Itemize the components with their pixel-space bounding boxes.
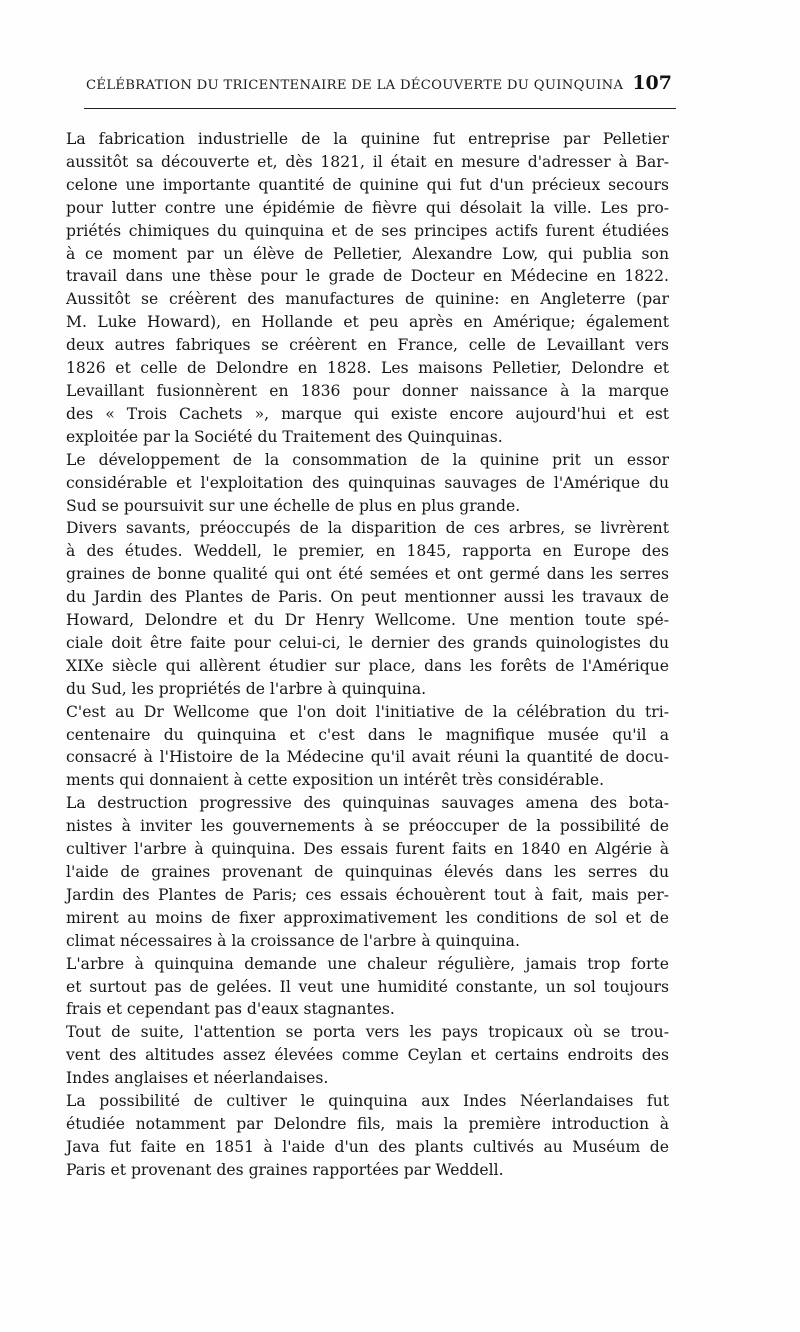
page-number: 107 bbox=[632, 72, 672, 94]
paragraph bbox=[49, 1021, 669, 1090]
text-line: L'arbre à quinquina demande une chaleur régulière, jamais trop forte bbox=[66, 954, 669, 973]
text-line: Jardin des Plantes de Paris; ces essais échouèrent tout à fait, mais per- bbox=[66, 885, 669, 904]
text-line: et surtout pas de gelées. Il veut une humidité constante, un sol toujours bbox=[66, 977, 669, 996]
text-line: M. Luke Howard), en Hollande et peu après en Amérique; également bbox=[66, 313, 669, 332]
text-line: cultiver l'arbre à quinquina. Des essais furent faits en 1840 en Algérie à bbox=[66, 840, 669, 859]
text-line: du Jardin des Plantes de Paris. On peut mentionner aussi les travaux de bbox=[66, 588, 669, 607]
text-line: considérable et l'exploitation des quinquinas sauvages de l'Amérique du bbox=[66, 473, 669, 492]
paragraph bbox=[49, 517, 669, 700]
text-line: du Sud, les propriétés de l'arbre à quinquina. bbox=[66, 679, 427, 698]
text-line: Java fut faite en 1851 à l'aide d'un des plants cultivés au Muséum de bbox=[66, 1137, 669, 1156]
text-line: climat nécessaires à la croissance de l'arbre à quinquina. bbox=[66, 931, 520, 950]
text-line: nistes à inviter les gouvernements à se préoccuper de la possibilité de bbox=[66, 817, 669, 836]
text-line: pour lutter contre une épidémie de fièvre qui désolait la ville. Les pro- bbox=[66, 198, 669, 217]
text-line: C'est au Dr Wellcome que l'on doit l'initiative de la célébration du tri- bbox=[66, 702, 669, 721]
running-title: CÉLÉBRATION DU TRICENTENAIRE DE LA DÉCOUVERTE DU QUINQUINA bbox=[86, 78, 624, 93]
paragraph bbox=[49, 953, 669, 1022]
text-line: priétés chimiques du quinquina et de ses principes actifs furent étudiées bbox=[66, 221, 669, 240]
paragraph bbox=[49, 792, 669, 952]
text-line: l'aide de graines provenant de quinquinas élevés dans les serres du bbox=[66, 863, 669, 881]
text-line: 1826 et celle de Delondre en 1828. Les maisons Pelletier, Delondre et bbox=[66, 359, 669, 378]
text-line: exploitée par la Société du Traitement des Quinquinas. bbox=[66, 427, 503, 446]
text-line: ments qui donnaient à cette exposition un intérêt très considérable. bbox=[66, 771, 605, 790]
text-line: Aussitôt se créèrent des manufactures de quinine: en Angleterre (par bbox=[66, 290, 669, 309]
running-head bbox=[86, 72, 672, 98]
text-line: La fabrication industrielle de la quinine fut entreprise par Pelletier bbox=[66, 130, 669, 148]
body-text bbox=[49, 128, 669, 1182]
text-line: Sud se poursuivit sur une échelle de plus en plus grande. bbox=[66, 496, 521, 515]
paragraph bbox=[49, 1090, 669, 1182]
text-line: ciale doit être faite pour celui-ci, le dernier des grands quinologistes du bbox=[66, 633, 669, 652]
text-line: mirent au moins de fixer approximativement les conditions de sol et de bbox=[66, 908, 669, 927]
paragraph bbox=[49, 128, 669, 449]
text-line: à des études. Weddell, le premier, en 1845, rapporta en Europe des bbox=[66, 542, 669, 561]
header-rule bbox=[84, 108, 676, 109]
text-line: consacré à l'Histoire de la Médecine qu'il avait réuni la quantité de docu- bbox=[66, 748, 669, 767]
text-line: des « Trois Cachets », marque qui existe encore aujourd'hui et est bbox=[66, 404, 669, 423]
paragraph bbox=[49, 701, 669, 793]
text-line: deux autres fabriques se créèrent en France, celle de Levaillant vers bbox=[66, 336, 669, 355]
text-line: vent des altitudes assez élevées comme Ceylan et certains endroits des bbox=[66, 1046, 669, 1065]
text-line: étudiée notamment par Delondre fils, mais la première introduction à bbox=[66, 1114, 669, 1133]
text-line: aussitôt sa découverte et, dès 1821, il était en mesure d'adresser à Bar- bbox=[66, 152, 669, 171]
text-line: graines de bonne qualité qui ont été semées et ont germé dans les serres bbox=[66, 565, 669, 584]
text-line: Le développement de la consommation de la quinine prit un essor bbox=[66, 450, 669, 469]
text-line: Divers savants, préoccupés de la disparition de ces arbres, se livrèrent bbox=[66, 519, 669, 538]
text-line: centenaire du quinquina et c'est dans le magnifique musée qu'il a bbox=[66, 725, 669, 744]
text-line: Indes anglaises et néerlandaises. bbox=[66, 1069, 329, 1088]
text-line: Levaillant fusionnèrent en 1836 pour donner naissance à la marque bbox=[66, 381, 669, 400]
text-line: XIXe siècle qui allèrent étudier sur place, dans les forêts de l'Amérique bbox=[66, 656, 669, 675]
text-line: La destruction progressive des quinquinas sauvages amena des bota- bbox=[66, 794, 669, 813]
text-line: La possibilité de cultiver le quinquina aux Indes Néerlandaises fut bbox=[66, 1092, 669, 1111]
paragraph bbox=[49, 449, 669, 518]
text-line: celone une importante quantité de quinine qui fut d'un précieux secours bbox=[66, 175, 669, 194]
text-line: travail dans une thèse pour le grade de Docteur en Médecine en 1822. bbox=[66, 267, 669, 286]
text-line: frais et cependant pas d'eaux stagnantes. bbox=[66, 1000, 395, 1019]
text-line: Howard, Delondre et du Dr Henry Wellcome. Une mention toute spé- bbox=[66, 611, 669, 630]
text-line: Paris et provenant des graines rapportées par Weddell. bbox=[66, 1160, 504, 1179]
text-line: à ce moment par un élève de Pelletier, Alexandre Low, qui publia son bbox=[66, 244, 669, 263]
text-line: Tout de suite, l'attention se porta vers les pays tropicaux où se trou- bbox=[66, 1023, 669, 1042]
